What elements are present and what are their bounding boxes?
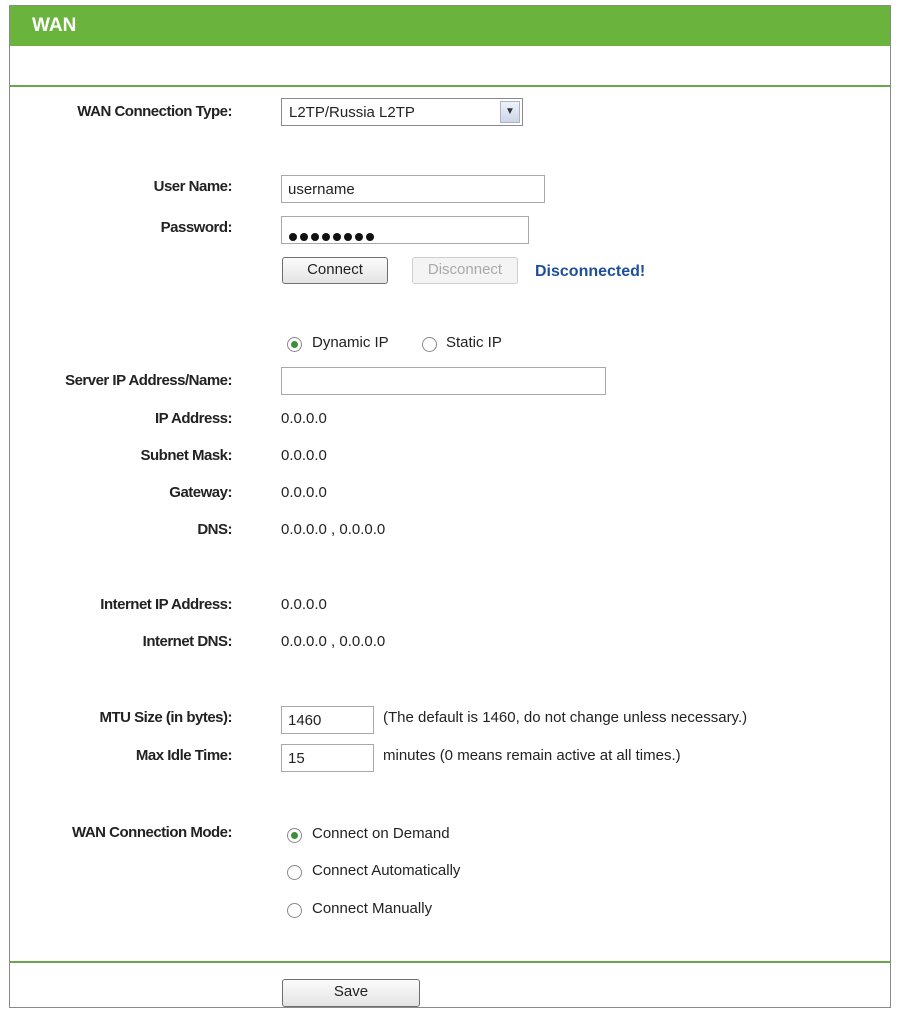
static-ip-radio[interactable] [422,337,437,352]
dynamic-ip-radio[interactable] [287,337,302,352]
internet-ip-value: 0.0.0.0 [281,596,327,613]
username-value: username [288,181,355,198]
gateway-label: Gateway: [169,484,232,501]
internet-dns-label: Internet DNS: [142,633,232,650]
mode-radio-on-demand[interactable] [287,828,302,843]
gateway-value: 0.0.0.0 [281,484,327,501]
mode-radio-manual[interactable] [287,903,302,918]
server-label: Server IP Address/Name: [65,372,232,389]
internet-dns-value: 0.0.0.0 , 0.0.0.0 [281,633,386,650]
page-title: WAN [32,15,77,36]
mtu-label: MTU Size (in bytes): [99,709,232,726]
dynamic-ip-label: Dynamic IP [312,334,389,351]
dns-value: 0.0.0.0 , 0.0.0.0 [281,521,386,538]
wan-type-label: WAN Connection Type: [77,103,232,120]
server-input[interactable] [281,367,606,395]
mtu-note: (The default is 1460, do not change unless necessary.) [383,709,748,726]
username-field[interactable] [281,175,545,203]
mtu-value: 1460 [288,712,322,729]
header-bar [10,6,890,46]
dns-label: DNS: [197,521,232,538]
username-label: User Name: [153,178,232,195]
wan-settings-panel [9,5,891,1008]
idle-note: minutes (0 means remain active at all times.) [383,747,681,764]
mtu-input[interactable] [281,706,374,734]
wan-type-select[interactable] [281,98,523,126]
password-label: Password: [160,219,232,236]
subnet-mask-value: 0.0.0.0 [281,447,327,464]
mode-option-automatic: Connect Automatically [312,862,461,879]
idle-value: 15 [288,750,305,767]
password-mask [289,228,377,246]
connection-status: Disconnected! [535,263,646,280]
static-ip-label: Static IP [446,334,502,351]
save-button[interactable]: Save [282,979,420,1007]
disconnect-button[interactable]: Disconnect [412,257,518,284]
wan-type-value: L2TP/Russia L2TP [289,104,415,121]
subnet-mask-label: Subnet Mask: [140,447,232,464]
ip-address-value: 0.0.0.0 [281,410,327,427]
idle-label: Max Idle Time: [135,747,232,764]
mode-radio-automatic[interactable] [287,865,302,880]
internet-ip-label: Internet IP Address: [100,596,232,613]
divider-bottom [10,961,890,963]
mode-label: WAN Connection Mode: [72,824,232,841]
chevron-down-icon[interactable]: ▼ [500,101,520,123]
mode-option-on-demand: Connect on Demand [312,825,450,842]
connect-button[interactable]: Connect [282,257,388,284]
ip-address-label: IP Address: [154,410,232,427]
idle-input[interactable] [281,744,374,772]
mode-option-manual: Connect Manually [312,900,433,917]
divider-top [10,85,890,87]
